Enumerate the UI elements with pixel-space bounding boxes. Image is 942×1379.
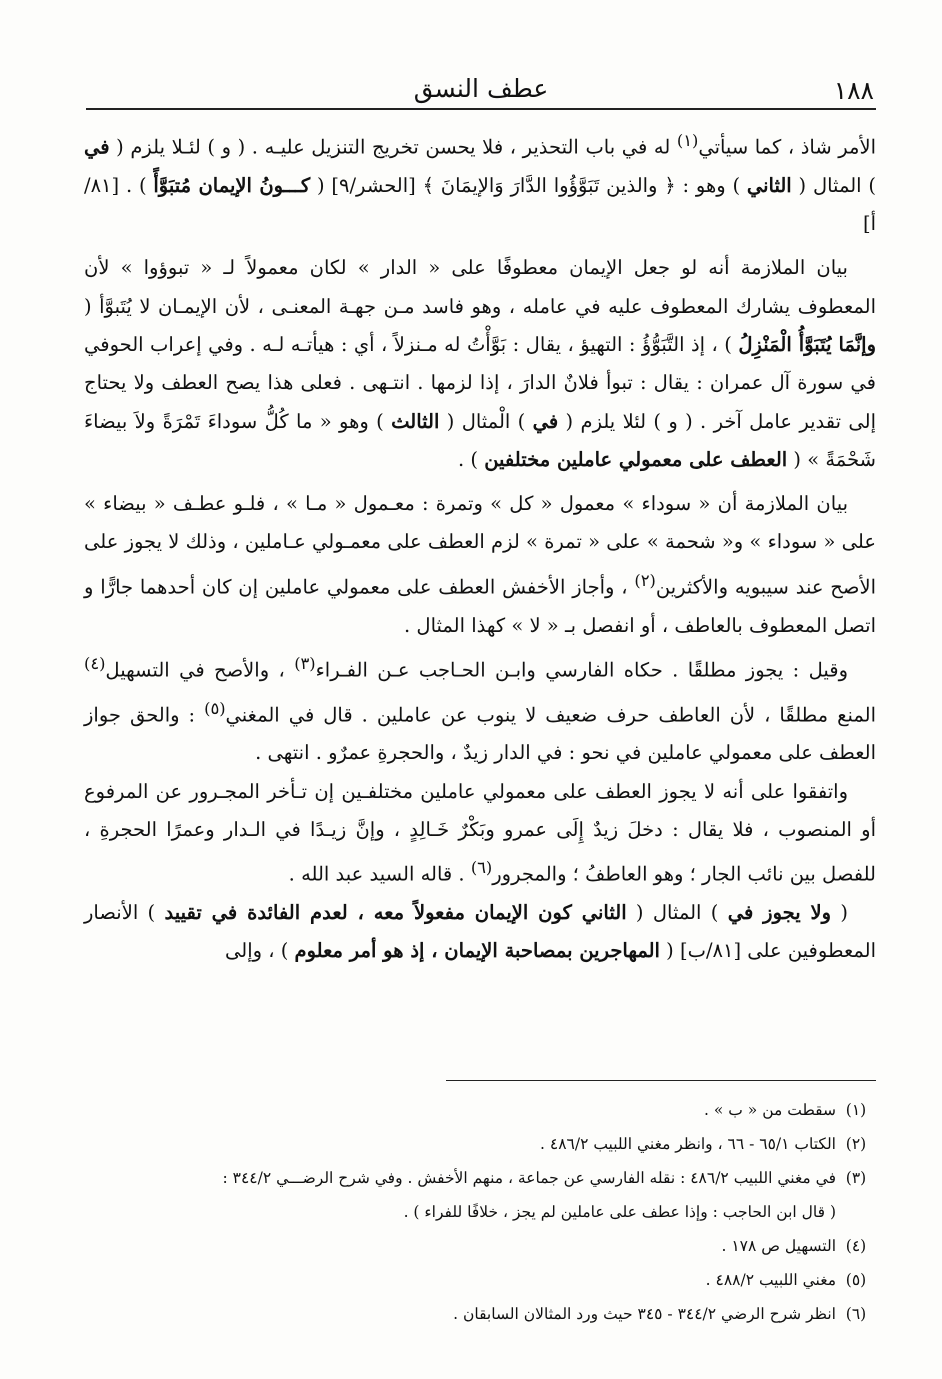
footnote-ref: (٦) — [470, 858, 493, 878]
footnote-continuation: ( قال ابن الحاجب : وإذا عطف على عاملين لم يجز ، خلافًا للفراء ) . — [403, 1203, 836, 1221]
footnotes — [84, 1093, 876, 1331]
footnote: (٣) في مغني اللبيب ٤٨٦/٢ : نقله الفارسي عن جماعة ، منهم الأخفش . وفي شرح الرضـــي ٣٤٤/٢ : — [222, 1169, 867, 1187]
footnote: (١) سقطت من « ب » . — [704, 1101, 867, 1119]
paragraph: ( ولا يجوز في ) المثال ( الثاني كون الإيمان مفعولاً معه ، لعدم الفائدة في تقييد ) الأنصار المعطوفين على [٨١/ب] ( المهاجرين بمصاحبة الإيمان ، إذ هو أمر معلوم ) ، وإلى — [84, 901, 876, 963]
footnote-ref: (١) — [676, 131, 699, 150]
paragraph: وقيل : يجوز مطلقًا . حكاه الفارسي وابـن الحـاجب عـن الفـراء$^{(٣)}$ ، والأصح في التسهيل$^{(٤)}$ المنع مطلقًا ، لأن العاطف حرف ضعيف لا ينوب عن عاملين . قال في المغني$^{(٥)}$ : والحق جواز العطف على معمولي عاملين في نحو : في الدار زيدٌ ، والحجرةِ عمرٌو . انتهى . — [84, 653, 876, 765]
paragraph: بيان الملازمة أن « سوداء » معمول « كل » وتمرة : معـمول « مـا » ، فلـو عطـف « بيضاء » على « سوداء » و« شحمة » على « تمرة » لزم العطف على معمـولي عـاملين ، وذلك لا يجوز على الأصح عند سيبويه والأكثرين$^{(٢)}$ ، وأجاز الأخفش العطف على معمولي عاملين إن كان أحدهما جارًّا و اتصل المعطوف بالعاطف ، أو انفصل بـ « لا » كهذا المثال . — [84, 492, 876, 637]
footnote-ref: (٢) — [634, 570, 656, 590]
running-title: عطف النسق — [413, 74, 549, 103]
paragraph: بيان الملازمة أنه لو جعل الإيمان معطوفًا على « الدار » لكان معمولاً لـ « تبوؤوا » لأن المعطوف يشارك المعطوف عليه في عامله ، وهو فاسد مـن جهـة المعنـى ، لأن الإيمـان لا يُتَبوَّأ ( وإنَّمَا يُتَبَوَّأُ الْمَنْزِلُ ) ، إذ التَّبَوُّؤُ : التهيؤ ، يقال : بَوَّأْتُ له مـنزلاً ، أي : هيأتـه لـه . وفي إعراب الحوفي في سورة آل عمران : يقال : تبوأ فلانٌ الدارَ ، إذا لزمها . انتـهى . فعلى هذا يصح العطف ولا يحتاج إلى تقدير عامل آخر . ( و ) لئلا يلزم ( في ) الْمثال ( الثالث ) وهو « ما كُلُّ سوداءَ تَمْرَةً ولاَ بيضاءَ شَحْمَةً » ( العطف على معمولي عاملين مختلفين ) . — [84, 256, 877, 471]
footnote-ref: (٣) — [294, 653, 316, 673]
footnote: (٦) انظر شرح الرضي ٣٤٤/٢ - ٣٤٥ حيث ورد المثالان السابقان . — [453, 1305, 867, 1323]
page-number: ١٨٨ — [833, 76, 874, 105]
footnote: (٥) مغني اللبيب ٤٨٨/٢ . — [705, 1271, 867, 1289]
footnote-ref: (٤) — [84, 653, 106, 673]
paragraph: الأمر شاذ ، كما سيأتي$^{(١)}$ له في باب التحذير ، فلا يحسن تخريج التنزيل عليـه . ( و ) لئـلا يلزم ( في ) المثال ( الثاني ) وهو : ﴿ والذين تَبَوَّؤُوا الدَّارَ وَالإيمَانَ ﴾ [الحشر/٩] ( كـــونُ الإيمان مُتبَوَّأً ) . [٨١/أ] — [84, 131, 876, 236]
paragraph: واتفقوا على أنه لا يجوز العطف على معمولي عاملين مختلفـين إن تـأخر المجـرور عن المرفوع أو المنصوب ، فلا يقال : دخلَ زيدٌ إِلَى عمرو وبَكْرٌ خَـالِدٍ ، وإنَّ زيـدًا في الـدار وعمرًا الحجرةِ ، للفصل بين نائب الجار ؛ وهو العاطفُ ؛ والمجرور$^{(٦)}$ . قاله السيد عبد الله . — [84, 779, 877, 886]
footnote: (٢) الكتاب ٦٥/١ - ٦٦ ، وانظر مغني اللبيب ٤٨٦/٢ . — [540, 1135, 867, 1153]
footnote-separator — [446, 1080, 876, 1081]
footnote: (٤) التسهيل ص ١٧٨ . — [721, 1237, 867, 1255]
page-header — [86, 72, 876, 110]
main-text — [84, 122, 876, 971]
footnote-ref: (٥) — [204, 698, 226, 718]
